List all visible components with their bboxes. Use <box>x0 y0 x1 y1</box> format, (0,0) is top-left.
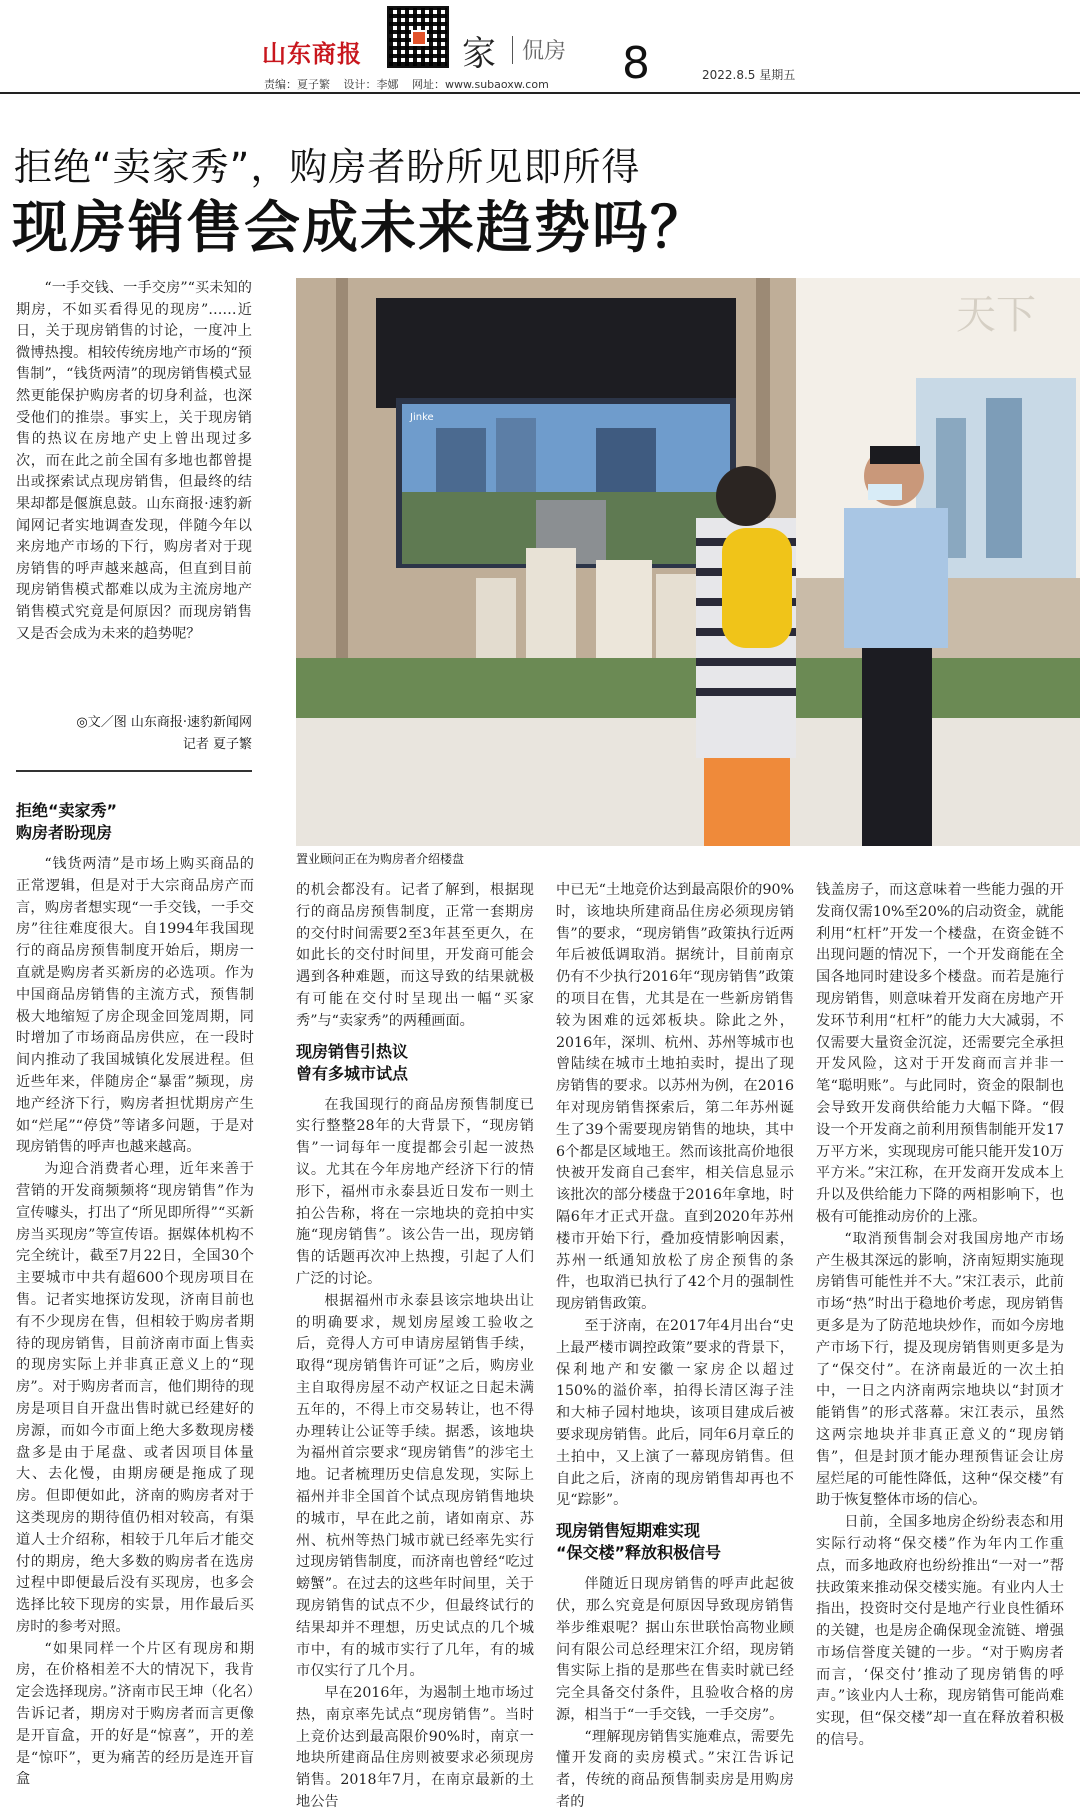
body-paragraph: 至于济南，在2017年4月出台“史上最严楼市调控政策”要求的背景下，保利地产和安徽一家房企以超过150%的溢价率，拍得长清区海子洼和大柿子园村地块，该项目建成后被要求现房销售。此后，同年6月章丘的土拍中，又上演了一幕现房销售。但自此之后，济南的现房销售却再也不见“踪影”。 <box>556 1317 794 1509</box>
body-paragraph: 伴随近日现房销售的呼声此起彼伏，那么究竟是何原因导致现房销售举步维艰呢？据山东世联怡高物业顾问有限公司总经理宋江介绍，现房销售实际上指的是那些在售卖时就已经完全具备交付条件，且验收合格的房源，相当于“一手交钱，一手交房”。 <box>556 1576 794 1723</box>
qr-code-icon <box>387 6 449 68</box>
body-paragraph: 早在2016年，为遏制土地市场过热，南京率先试点“现房销售”。当时上竞价达到最高限价90%时，南京一地块所建商品住房则被要求必须现房销售。2018年7月，在南京最新的土地公告 <box>296 1685 534 1811</box>
section-heading-line: “保交楼”释放积极信号 <box>556 1543 722 1563</box>
body-paragraph: “理解现房销售实施难点，需要先懂开发商的卖房模式。”宋江告诉记者，传统的商品预售制卖房是用购房者的 <box>556 1728 794 1811</box>
byline-source: ◎文／图 山东商报·速豹新闻网 <box>76 715 252 730</box>
issue-date: 2022.8.5 星期五 <box>702 68 796 82</box>
photo-model-tower <box>476 578 516 670</box>
photo-woman-stripe <box>696 688 796 696</box>
photo-caption: 置业顾问正在为购房者介绍楼盘 <box>296 852 465 866</box>
section-heading-line: 现房销售短期难实现 <box>556 1521 701 1541</box>
article-column-1 <box>16 800 254 1788</box>
section-heading-line: 曾有多城市试点 <box>296 1063 409 1083</box>
body-paragraph: 在我国现行的商品房预售制度已实行整整28年的大背景下，“现房销售”一词每年一度提都会引起一波热议。尤其在今年房地产经济下行的情形下，福州市永泰县近日发布一则土拍公告称，将在一宗地块的竞拍中实施“现房销售”。该公告一出，现房销售的话题再次冲上热搜，引起了人们广泛的讨论。 <box>296 1096 534 1287</box>
section-heading <box>556 1520 794 1564</box>
section-heading <box>16 800 254 844</box>
body-paragraph: 钱盖房子，而这意味着一些能力强的开发商仅需10%至20%的启动资金，就能利用“杠杆”开发一个楼盘，在资金链不出现问题的情况下，一个开发商能在全国各地同时建设多个楼盘。而若是施行现房销售，则意味着开发商在房地产开发环节利用“杠杆”的能力大大减弱，不仅需要大量资金沉淀，还需要完全承担开发风险，这对于开发商而言并非一笔“聪明账”。与此同时，资金的限制也会导致开发商供给能力大幅下降。“假设一个开发商之前利用预售制能开发17万平方米，实现现房可能只能开发10万平方米。”宋江称，在开发商开发成本上升以及供给能力下降的两相影响下，也极有可能推动房价的上涨。 <box>816 882 1064 1225</box>
page-number: 8 <box>622 38 650 89</box>
body-paragraph: “如果同样一个片区有现房和期房，在价格相差不大的情况下，我肯定会选择现房。”济南市民王坤（化名）告诉记者，期房对于购房者而言更像是开盲盒，开的好是“惊喜”，开的差是“惊吓”，更为痛苦的经历是连开盲盒 <box>16 1640 254 1788</box>
body-paragraph: “钱货两清”是市场上购买商品的正常逻辑，但是对于大宗商品房产而言，购房者想实现“一手交钱，一手交房”往往难度很大。自1994年我国现行的商品房预售制度开始后，期房一直就是购房者买新房的必选项。作为中国商品房销售的主流方式，预售制极大地缩短了房企现金回笼周期，同时增加了市场商品房供应，在一段时间内推动了我国城镇化发展进程。但近些年来，伴随房企“暴雷”频现，房地产经济下行，购房者担忧期房产生如“烂尾”“停贷”等诸多问题，于是对现房销售的呼声也越来越高。 <box>16 856 254 1156</box>
photo-floor <box>296 718 1080 846</box>
body-paragraph: 根据福州市永泰县该宗地块出让的明确要求，规划房屋竣工验收之后，竞得人方可申请房屋销售手续，取得“现房销售许可证”之后，购房业主自取得房屋不动产权证之日起未满五年的，不得上市交易转让，也不得办理转让公证等手续。据悉，该地块为福州首宗要求“现房销售”的涉宅土地。记者梳理历史信息发现，实际上福州并非全国首个试点现房销售地块的城市，早在此之前，诸如南京、苏州、杭州等热门城市就已经率先实行过现房销售制度，而济南也曾经“吃过螃蟹”。在过去的这些年时间里，关于现房销售的试点不少，但最终试行的结果却并不理想，历史试点的几个城市中，有的城市实行了几年，有的城市仅实行了几个月。 <box>296 1292 534 1680</box>
photo-screen-building <box>596 428 656 492</box>
sales-office-photo <box>296 278 1080 846</box>
body-paragraph: 为迎合消费者心理，近年来善于营销的开发商频频将“现房销售”作为宣传噱头，打出了“所见即所得”“买新房当买现房”等宣传语。据媒体机构不完全统计，截至7月22日，全国30个主要城市中共有超600个现房项目在售。记者实地探访发现，济南目前也有不少现房在售，但相较于购房者期待的现房销售，目前济南市面上售卖的现房实际上并非真正意义上的“现房”。对于购房者而言，他们期待的现房是项目自开盘出售时就已经建好的房源，而如今市面上绝大多数现房楼盘多是由于尾盘、或者因项目体量大、去化慢，由期房硬是拖成了现房。但即便如此，济南的购房者对于这类现房的期待值仍相对较高，有渠道人士介绍称，相较于几年后才能交付的期房，绝大多数的购房者在选房过程中即便最后没有买现房，也多会选择比较下现房的实景，用作最后买房时的参考对照。 <box>16 1161 254 1635</box>
photo-model-base <box>296 658 1080 718</box>
article-column-4 <box>816 880 1064 1749</box>
photo-sign: 天下 <box>956 292 1036 338</box>
article-column-2 <box>296 880 534 1811</box>
lead-paragraph: “一手交钱、一手交房”“买未知的期房，不如买看得见的现房”……近日，关于现房销售的讨论，一度冲上微博热搜。相较传统房地产市场的“预售制”，“钱货两清”的现房销售模式显然更能保护购房者的切身利益，也深受他们的推崇。事实上，关于现房销售的热议在房地产史上曾出现过多次，而在此之前全国有多地也都曾提出或探索试点现房销售，但最终的结果却都是偃旗息鼓。山东商报·速豹新闻网记者实地调查发现，伴随今年以来房地产市场的下行，购房者对于现房销售的呼声越来越高，但直到目前现房销售模式都难以成为主流房地产销售模式究竟是何原因？而现房销售又是否会成为未来的趋势呢？ <box>16 280 252 642</box>
section-title: 家 <box>462 34 496 74</box>
photo-pillar <box>336 278 348 698</box>
body-paragraph: 的机会都没有。记者了解到，根据现行的商品房预售制度，正常一套期房的交付时间需要2至3年甚至更久，在如此长的交付时间里，开发商可能会遇到各种难题，而这导致的结果就极有可能在交付时呈现出一幅“买家秀”与“卖家秀”的两種画面。 <box>296 882 534 1029</box>
photo-man-trousers <box>862 638 932 846</box>
photo-woman-trousers <box>704 748 790 846</box>
photo-man-shirt <box>844 508 948 648</box>
section-heading-line: 拒绝“卖家秀” <box>16 801 118 820</box>
photo-blind <box>376 298 736 408</box>
masthead-rule <box>0 92 1080 94</box>
section-heading <box>296 1041 534 1085</box>
body-paragraph: “取消预售制会对我国房地产市场产生极其深远的影响，济南短期实施现房销售可能性并不大。”宋江表示，此前市场“热”时出于稳地价考虑，现房销售更多是为了防范地块炒作，而如今房地产市场下行，提及现房销售则更多是为了“保交付”。在济南最近的一次土拍中，一日之内济南两宗地块以“封顶才能销售”的形式落幕。宋江表示，虽然这两宗地块并非真正意义的“现房销售”，但是封顶才能办理预售证会让房屋烂尾的可能性降低，这种“保交楼”有助于恢复整体市场的信心。 <box>816 1230 1064 1509</box>
byline <box>16 712 252 756</box>
masthead <box>0 0 1080 92</box>
section-heading-line: 购房者盼现房 <box>16 823 113 842</box>
photo-backpack <box>722 528 792 648</box>
article-headline: 现房销售会成未来趋势吗？ <box>12 196 708 261</box>
article-lead <box>16 278 252 645</box>
byline-reporter: 记者 夏子繁 <box>182 737 252 752</box>
body-paragraph: 日前，全国多地房企纷纷表态和用实际行动将“保交楼”作为年内工作重点，而多地政府也纷纷推出“一对一”帮扶政策来推动保交楼实施。有业内人士指出，投资时交付是地产行业良性循环的关键，也是房企确保现金流链、增强市场信誉度关键的一步。“对于购房者而言，‘保交付’推动了现房销售的呼声。”该业内人士称，现房销售可能尚难实现，但“保交楼”却一直在释放着积极的信号。 <box>816 1514 1064 1749</box>
section-subtitle: 侃房 <box>522 39 567 64</box>
article-subheadline: 拒绝“卖家秀”，购房者盼所见即所得 <box>14 145 641 189</box>
photo-screen-building <box>496 418 536 492</box>
photo-woman-stripe <box>696 658 796 666</box>
photo-man-hair <box>870 446 920 464</box>
section-divider <box>512 36 513 64</box>
photo-woman-head <box>716 466 776 526</box>
photo-screen-logo: Jinke <box>410 412 434 423</box>
photo-man-mask <box>868 484 902 500</box>
website-credit: 网址：www.subaoxw.com <box>412 78 549 91</box>
lead-rule <box>16 770 252 772</box>
body-paragraph: 中已无“土地竞价达到最高限价的90%时，该地块所建商品住房必须现房销售”的要求，“现房销售”政策执行近两年后被低调取消。据统计，目前南京仍有不少执行2016年“现房销售”政策的项目在售，尤其是在一些新房销售较为困难的远郊板块。除此之外，2016年，深圳、杭州、苏州等城市也曾陆续在城市土地拍卖时，提出了现房销售的要求。以苏州为例，在2016年对现房销售探索后，第二年苏州诞生了39个需要现房销售的地块，其中6个都是区域地王。然而该批高价地很快被开发商自己套牢，相关信息显示该批次的部分楼盘于2016年拿地，时隔6年才正式开盘。直到2020年苏州楼市开始下行，叠加疫情影响因素，苏州一纸通知放松了房企预售的条件，也取消已执行了42个月的强制性现房销售政策。 <box>556 882 794 1313</box>
photo-model-tower <box>526 548 576 668</box>
article-column-3 <box>556 880 794 1811</box>
photo-screen-building <box>436 428 486 492</box>
editor-credit: 责编：夏子繁 <box>264 78 330 91</box>
newspaper-brand: 山东商报 <box>262 40 362 68</box>
article-photo <box>296 278 1080 846</box>
section-heading-line: 现房销售引热议 <box>296 1041 409 1061</box>
photo-poster-tower <box>986 398 1022 558</box>
credits <box>264 76 559 92</box>
designer-credit: 设计：李娜 <box>343 78 399 91</box>
